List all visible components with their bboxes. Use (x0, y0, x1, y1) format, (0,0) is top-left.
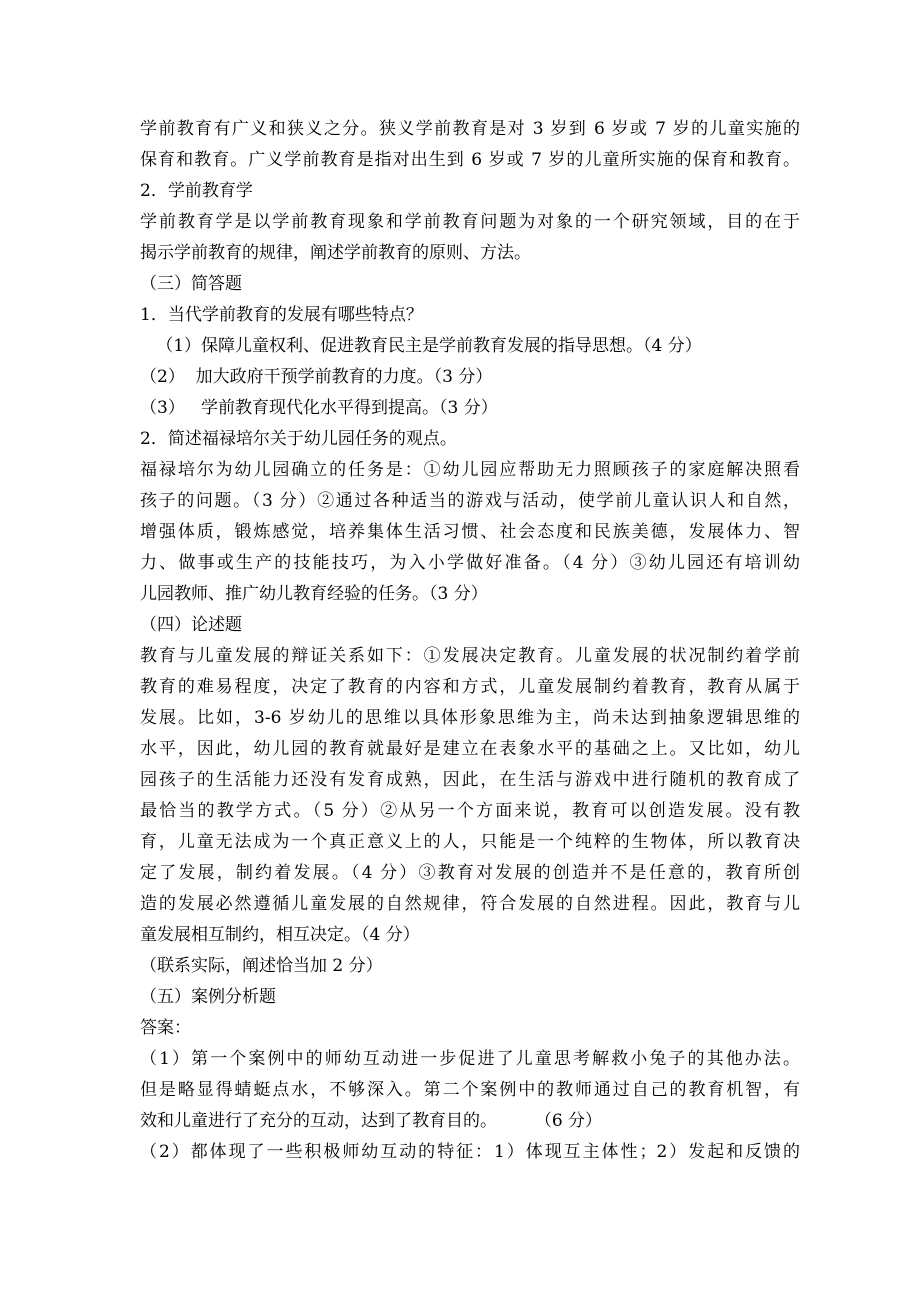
text-line: （1）保障儿童权利、促进教育民主是学前教育发展的指导思想。（4 分） (140, 336, 702, 356)
text-line: （联系实际，阐述恰当加 2 分） (140, 956, 383, 976)
text-line: （2）都体现了一些积极师幼互动的特征：1）体现互主体性；2）发起和反馈的 (140, 1142, 800, 1162)
text-line: 儿园教师、推广幼儿教育经验的任务。（3 分） (140, 584, 488, 604)
text-line: 最恰当的教学方式。（5 分）②从另一个方面来说，教育可以创造发展。没有教 (140, 801, 800, 821)
text-line: （三）简答题 (140, 274, 242, 294)
text-line: 2．学前教育学 (140, 181, 253, 201)
text-line: 造的发展必然遵循儿童发展的自然规律，符合发展的自然进程。因此，教育与儿 (140, 894, 800, 914)
text-line: 力、做事或生产的技能技巧，为入小学做好准备。（4 分）③幼儿园还有培训幼 (140, 553, 800, 573)
text-line: （五）案例分析题 (140, 987, 276, 1007)
text-line: （2） 加大政府干预学前教育的力度。（3 分） (140, 367, 493, 387)
text-line: 教育的难易程度，决定了教育的内容和方式，儿童发展制约着教育，教育从属于 (140, 677, 800, 697)
text-line: 学前教育有广义和狭义之分。狭义学前教育是对 3 岁到 6 岁或 7 岁的儿童实施的 (140, 119, 800, 139)
text-line: 1．当代学前教育的发展有哪些特点？ (140, 305, 423, 325)
text-line: 育，儿童无法成为一个真正意义上的人，只能是一个纯粹的生物体，所以教育决 (140, 832, 800, 852)
text-line: 教育与儿童发展的辩证关系如下：①发展决定教育。儿童发展的状况制约着学前 (140, 646, 800, 666)
text-line: 保育和教育。广义学前教育是指对出生到 6 岁或 7 岁的儿童所实施的保育和教育。 (140, 150, 800, 170)
text-line: 发展。比如，3-6 岁幼儿的思维以具体形象思维为主，尚未达到抽象逻辑思维的 (140, 708, 800, 728)
text-line: 学前教育学是以学前教育现象和学前教育问题为对象的一个研究领域，目的在于 (140, 212, 800, 232)
text-line: 福禄培尔为幼儿园确立的任务是：①幼儿园应帮助无力照顾孩子的家庭解决照看 (140, 460, 800, 480)
text-line: 童发展相互制约，相互决定。（4 分） (140, 925, 420, 945)
text-line: 2．简述福禄培尔关于幼儿园任务的观点。 (140, 429, 457, 449)
text-line: 答案： (140, 1018, 191, 1038)
text-line: 但是略显得蜻蜓点水，不够深入。第二个案例中的教师通过自己的教育机智，有 (140, 1080, 800, 1100)
text-line: （1）第一个案例中的师幼互动进一步促进了儿童思考解救小兔子的其他办法。 (140, 1049, 800, 1069)
text-line: 定了发展，制约着发展。（4 分）③教育对发展的创造并不是任意的，教育所创 (140, 863, 800, 883)
text-line: 园孩子的生活能力还没有发育成熟，因此，在生活与游戏中进行随机的教育成了 (140, 770, 800, 790)
text-line: 效和儿童进行了充分的互动，达到了教育目的。 （6 分） (140, 1111, 603, 1131)
text-line: 增强体质，锻炼感觉，培养集体生活习惯、社会态度和民族美德，发展体力、智 (140, 522, 800, 542)
text-line: （3） 学前教育现代化水平得到提高。（3 分） (140, 398, 498, 418)
text-line: 孩子的问题。（3 分）②通过各种适当的游戏与活动，使学前儿童认识人和自然， (140, 491, 800, 511)
text-line: 揭示学前教育的规律，阐述学前教育的原则、方法。 (140, 243, 531, 263)
document-body (140, 114, 800, 1168)
text-line: （四）论述题 (140, 615, 242, 635)
text-line: 水平，因此，幼儿园的教育就最好是建立在表象水平的基础之上。又比如，幼儿 (140, 739, 800, 759)
